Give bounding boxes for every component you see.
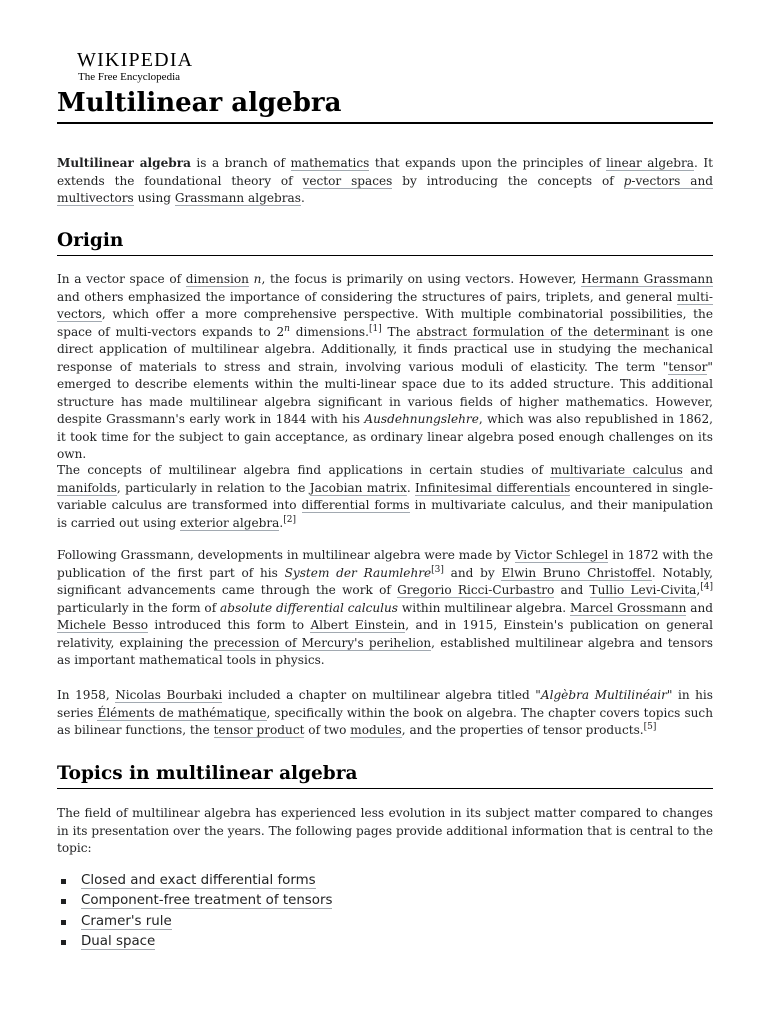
ref-5[interactable]: [5] [643, 722, 657, 732]
link-linear-algebra[interactable]: linear algebra [606, 156, 695, 170]
link-p-vectors[interactable]: p-vectors and multivectors [57, 173, 713, 205]
link-victor-schlegel[interactable]: Victor Schlegel [514, 548, 609, 562]
origin-paragraph-2: The concepts of multilinear algebra find applications in certain studies of multivariate calculus and manifolds, particularly in relation to the Jacobian matrix. Infinitesimal differentials encountered in single-variable calculus are transformed into differential forms in multivariate calculus, and their manipulation is carried out using exterior algebra.[2] [57, 463, 713, 530]
intro-bold-term: Multilinear algebra [57, 156, 191, 170]
link-topic[interactable]: Component-free treatment of tensors [81, 893, 333, 909]
link-abstract-determinant[interactable]: abstract formulation of the determinant [416, 324, 670, 339]
link-precession-perihelion[interactable]: precession of Mercury's perihelion [213, 635, 432, 650]
link-topic[interactable]: Closed and exact differential forms [81, 873, 316, 888]
link-multivariate-calculus[interactable]: multivariate calculus [550, 463, 683, 477]
link-michele-besso[interactable]: Michele Besso [57, 618, 149, 632]
ref-4[interactable]: [4] [700, 582, 714, 592]
link-tullio-levi-civita[interactable]: Tullio Levi-Civita [589, 583, 697, 597]
link-topic[interactable]: Cramer's rule [81, 913, 172, 929]
link-tensor-product[interactable]: tensor product [213, 723, 305, 737]
origin-paragraph-4: In 1958, Nicolas Bourbaki included a chapter on multilinear algebra titled "Algèbra Multilinéair" in his series Éléments de mathématique, specifically within the book on algebra. The chapter covers topics such as bilinear functions, the tensor product of two modules, and the properties of tensor products.[5] [57, 688, 713, 737]
intro-paragraph: Multilinear algebra is a branch of mathematics that expands upon the principles of linear algebra. It extends the foundational theory of vector spaces by introducing the concepts of p-vectors and multivectors using Grassmann algebras. [57, 156, 713, 205]
list-item [57, 891, 713, 911]
link-tensor[interactable]: tensor [668, 359, 708, 374]
bullet-icon [61, 899, 66, 904]
link-mathematics[interactable]: mathematics [290, 156, 370, 170]
link-multi-vectors[interactable]: multi-vectors [57, 289, 713, 321]
link-dimension[interactable]: dimension [185, 272, 249, 286]
topics-paragraph: The field of multilinear algebra has experienced less evolution in its subject matter compared to changes in its presentation over the years. The following pages provide additional information that is central to the topic: [57, 806, 713, 855]
section-heading-origin: Origin [57, 228, 713, 256]
page-title: Multilinear algebra [57, 86, 713, 124]
link-modules[interactable]: modules [350, 723, 402, 737]
bullet-icon [61, 879, 66, 884]
ref-1[interactable]: [1] [368, 323, 382, 334]
link-albert-einstein[interactable]: Albert Einstein [310, 618, 406, 632]
link-manifolds[interactable]: manifolds [57, 480, 117, 495]
ref-3[interactable]: [3] [431, 564, 444, 575]
link-marcel-grossmann[interactable]: Marcel Grossmann [570, 600, 687, 615]
link-grassmann-algebras[interactable]: Grassmann algebras [174, 191, 301, 205]
link-elwin-bruno-christoffel[interactable]: Elwin Bruno Christoffel [501, 565, 652, 580]
section-heading-topics: Topics in multilinear algebra [57, 761, 713, 789]
link-exterior-algebra[interactable]: exterior algebra [180, 515, 280, 530]
link-topic[interactable]: Dual space [81, 934, 156, 950]
link-vector-spaces[interactable]: vector spaces [302, 173, 393, 188]
link-differential-forms[interactable]: differential forms [301, 498, 410, 512]
list-item [57, 871, 713, 891]
wikipedia-logo[interactable] [77, 49, 193, 84]
ref-2[interactable]: [2] [283, 514, 296, 525]
topics-list [57, 871, 713, 953]
logo-wordmark: WIKIPEDIA [77, 49, 194, 71]
bullet-icon [61, 940, 66, 945]
link-infinitesimal-differentials[interactable]: Infinitesimal differentials [415, 480, 571, 495]
origin-paragraph-3: Following Grassmann, developments in multilinear algebra were made by Victor Schlegel in 1872 with the publication of the first part of his System der Raumlehre[3] and by Elwin Bruno Christoffel. Notably, significant advancements came through the work of Gregorio Ricci-Curbastro and Tullio Levi-Civita,[4] particularly in the form of absolute differential calculus within multilinear algebra. Marcel Grossmann and Michele Besso introduced this form to Albert Einstein, and in 1915, Einstein's publication on general relativity, explaining the precession of Mercury's perihelion, established multilinear algebra and tensors as important mathematical tools in physics. [57, 548, 714, 667]
logo-tagline: The Free Encyclopedia [78, 71, 181, 83]
link-gregorio-ricci-curbastro[interactable]: Gregorio Ricci-Curbastro [397, 583, 555, 597]
list-item [57, 932, 713, 952]
bullet-icon [61, 920, 66, 925]
link-nicolas-bourbaki[interactable]: Nicolas Bourbaki [115, 688, 223, 702]
link-jacobian-matrix[interactable]: Jacobian matrix [309, 480, 407, 495]
list-item [57, 912, 713, 932]
link-elements-de-mathematique[interactable]: Éléments de mathématique [97, 705, 267, 720]
link-hermann-grassmann[interactable]: Hermann Grassmann [581, 272, 713, 286]
origin-paragraph-1: In a vector space of dimension n, the focus is primarily on using vectors. However, Hermann Grassmann and others emphasized the importance of considering the structures of pairs, triplets, and general multi-vectors, which offer a more comprehensive perspective. With multiple combinatorial possibilities, the space of multi-vectors expands to 2$^n$ dimensions.[1] The abstract formulation of the determinant is one direct application of multilinear algebra. Additionally, it finds practical use in studying the mechanical response of materials to stress and strain, involving various moduli of elasticity. The term "tensor" emerged to describe elements within the multi-linear space due to its added structure. This additional structure has made multilinear algebra significant in various fields of higher mathematics. However, despite Grassmann's early work in 1844 with his Ausdehnungslehre, which was also republished in 1862, it took time for the subject to gain acceptance, as ordinary linear algebra posed enough challenges on its own. [57, 272, 713, 461]
